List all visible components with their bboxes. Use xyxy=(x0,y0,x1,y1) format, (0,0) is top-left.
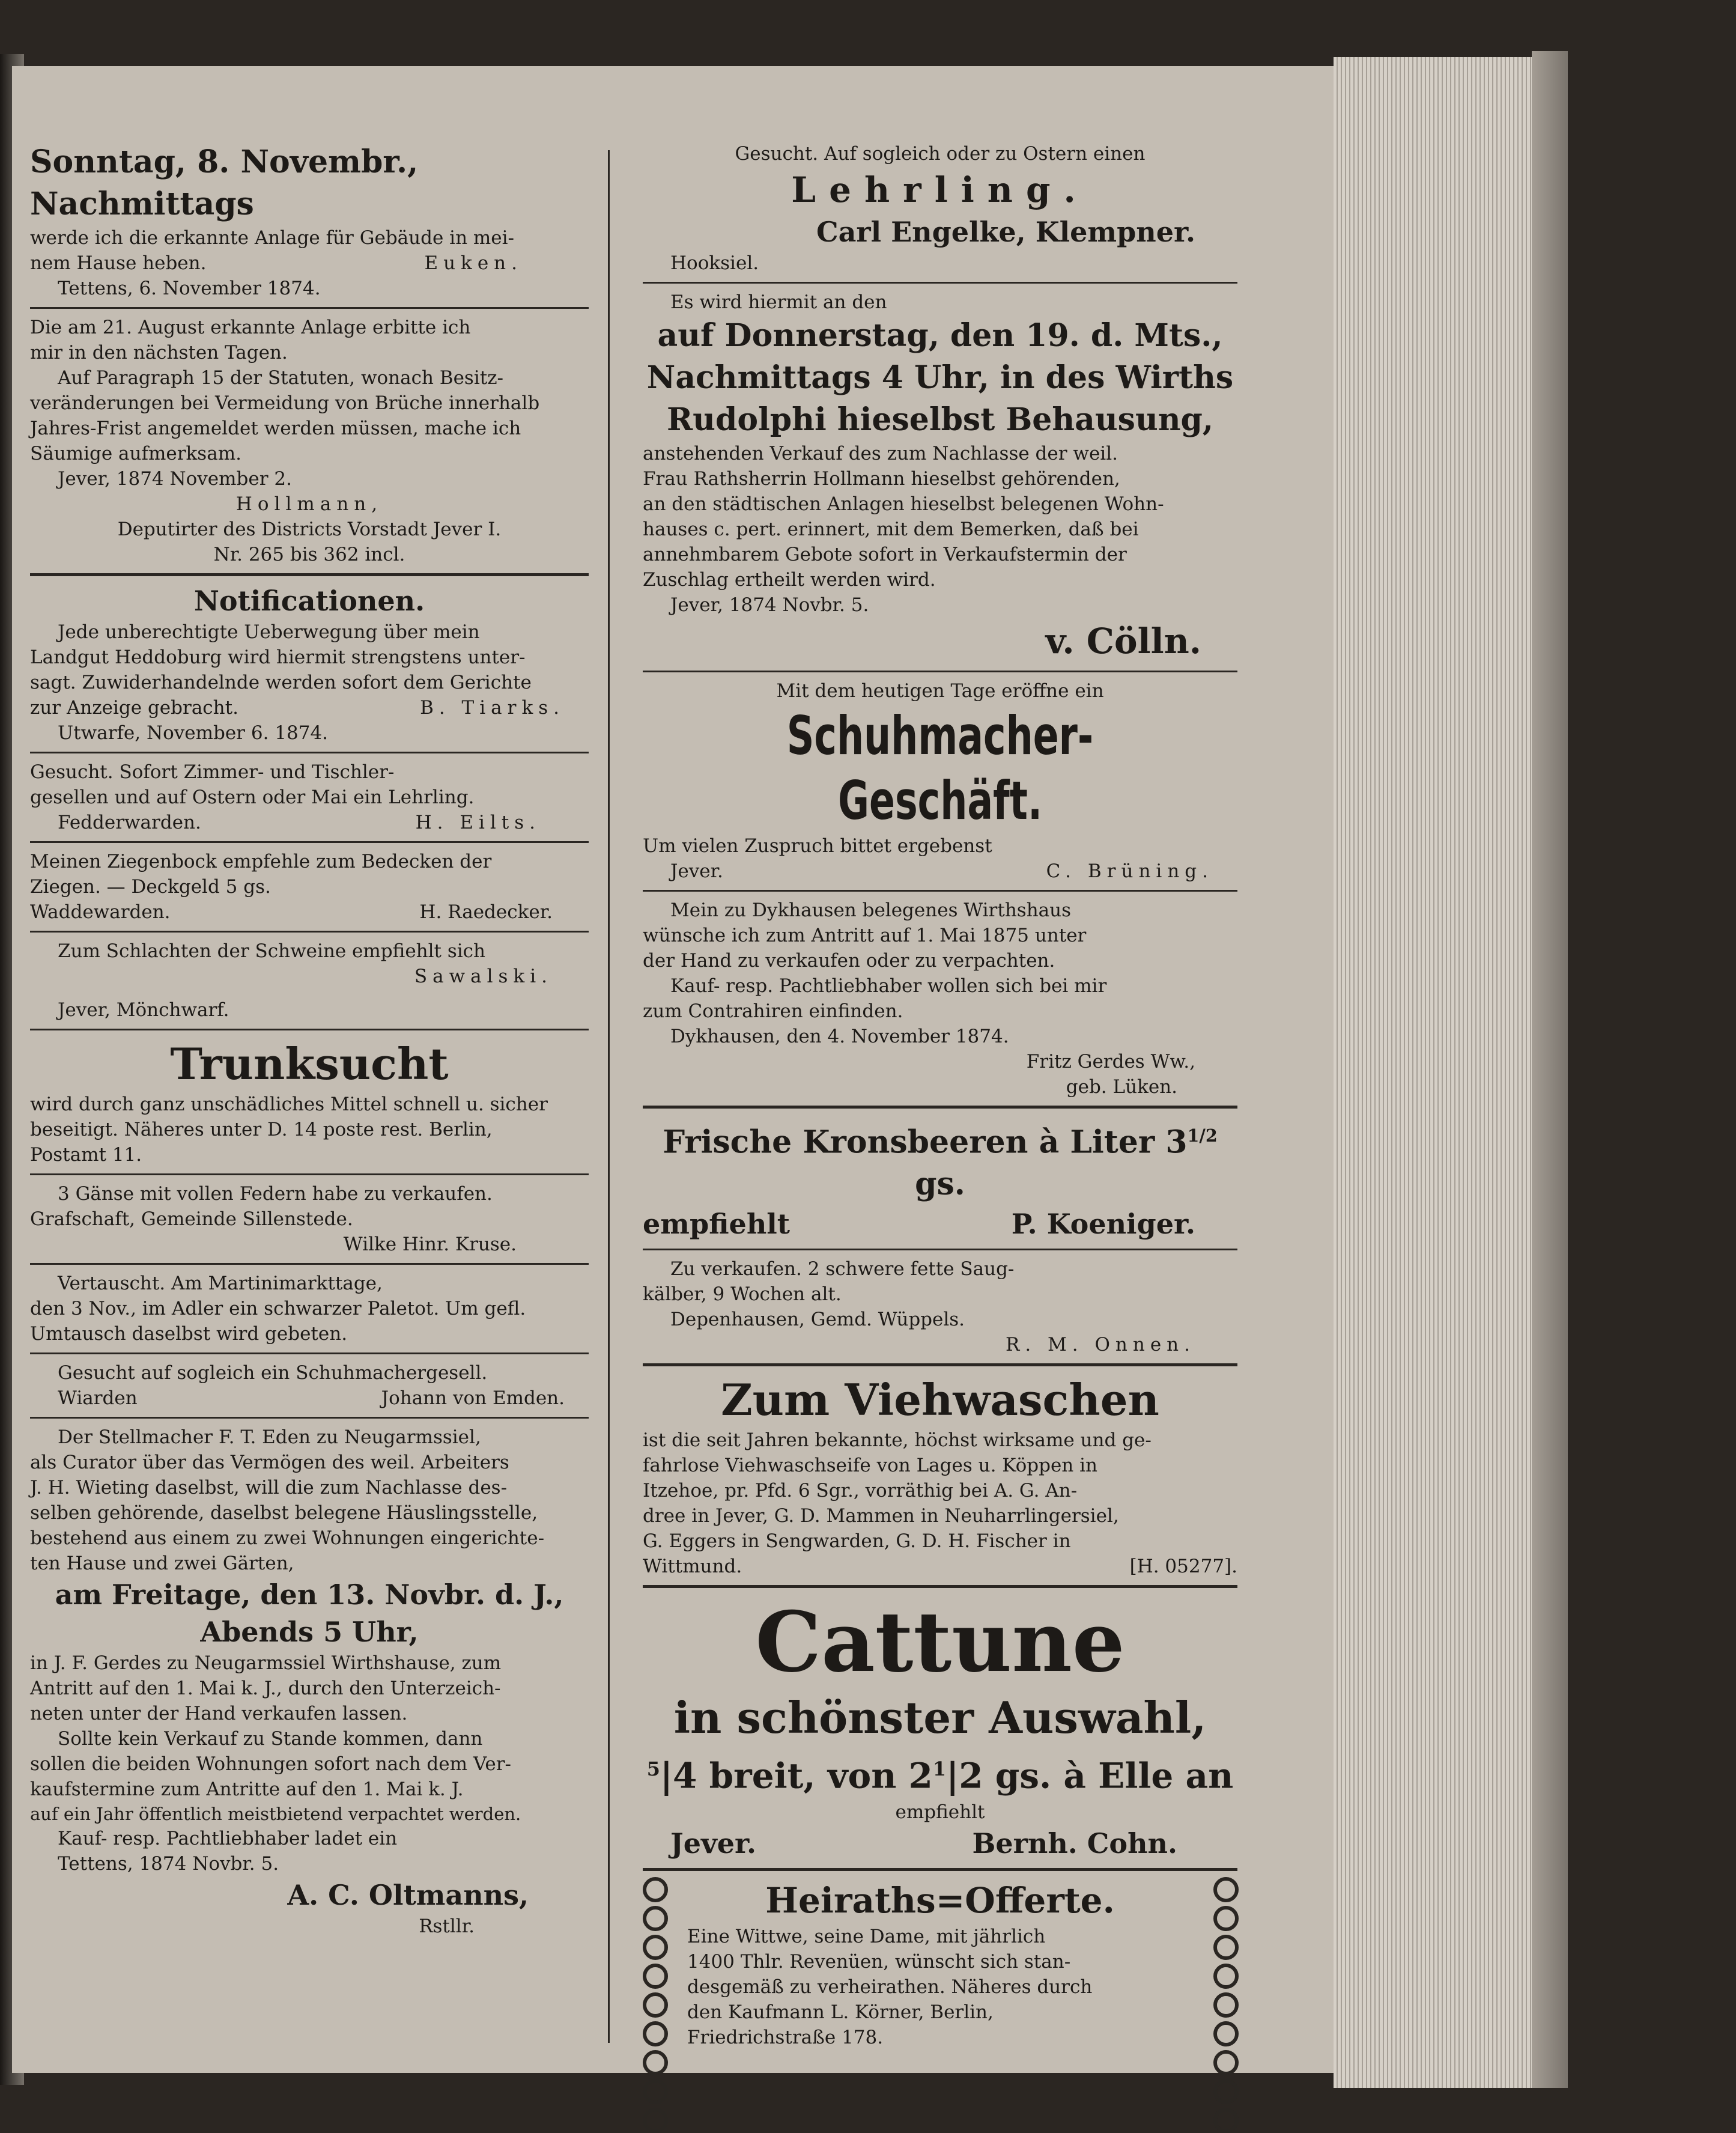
ad-text: fahrlose Viehwaschseife von Lages u. Köppen in xyxy=(643,1455,1098,1477)
ad-text: Kauf- resp. Pachtliebhaber ladet ein xyxy=(58,1828,398,1849)
ad-text: Eine Wittwe, seine Dame, mit jährlich xyxy=(687,1925,1046,1947)
ad-text: Rstllr. xyxy=(419,1915,475,1937)
ad-signature: Wilke Hinr. Kruse. xyxy=(343,1234,517,1255)
ad-headline: auf Donnerstag, den 19. d. Mts., xyxy=(657,317,1223,354)
ad-text-row xyxy=(643,859,1237,884)
ad-text: geb. Lüken. xyxy=(1066,1076,1177,1098)
ad-headline: Heiraths=Offerte. xyxy=(765,1879,1115,1921)
ad-text: zum Contrahiren einfinden. xyxy=(643,1000,903,1022)
fraction-half: 1/2 xyxy=(1187,1125,1218,1146)
ornamental-border-right xyxy=(1213,1877,1237,2133)
ad-divider xyxy=(643,1363,1237,1366)
ad-divider xyxy=(643,671,1237,672)
ad-signature: v. Cölln. xyxy=(1045,621,1201,662)
ad-heiraths-offerte xyxy=(643,1877,1237,2050)
ad-hollmann xyxy=(30,315,589,567)
ad-headline: Abends 5 Uhr, xyxy=(200,1616,419,1648)
ad-place: Hooksiel. xyxy=(670,252,759,274)
ad-text: hauses c. pert. erinnert, mit dem Bemerken, daß bei xyxy=(643,519,1139,540)
ad-schuhmachergesell xyxy=(30,1360,589,1411)
ad-text: beseitigt. Näheres unter D. 14 poste rest. Berlin, xyxy=(30,1119,493,1140)
ad-text: Es wird hiermit an den xyxy=(670,291,887,313)
ad-text: Gesucht. Sofort Zimmer- und Tischler- xyxy=(30,761,395,783)
ad-text: dree in Jever, G. D. Mammen in Neuharrlingersiel, xyxy=(643,1505,1119,1527)
ad-signature: B. Tiarks. xyxy=(420,697,565,719)
ad-text: Um vielen Zuspruch bittet ergebenst xyxy=(643,835,992,857)
fraction-numerator: 1 xyxy=(932,1757,947,1781)
ad-text: Jede unberechtigte Ueberwegung über mein xyxy=(58,621,480,643)
ad-text: Deputirter des Districts Vorstadt Jever I. xyxy=(117,519,502,540)
ad-text: sagt. Zuwiderhandelnde werden sofort dem Gerichte xyxy=(30,672,532,693)
ad-dateline: Jever, 1874 November 2. xyxy=(58,468,292,490)
ad-headline: Nachmittags 4 Uhr, in des Wirths xyxy=(646,359,1234,396)
ad-text: kaufstermine zum Antritte auf den 1. Mai k. J. xyxy=(30,1779,464,1800)
ad-saugkaelber xyxy=(643,1256,1237,1357)
ad-text-row xyxy=(30,899,589,925)
ad-signature: Johann von Emden. xyxy=(381,1387,565,1409)
ad-divider xyxy=(643,1249,1237,1250)
ad-ziegenbock xyxy=(30,849,589,925)
ad-place: Wittmund. xyxy=(643,1556,742,1578)
ad-text: 3 Gänse mit vollen Federn habe zu verkaufen. xyxy=(58,1183,493,1205)
ad-divider xyxy=(643,890,1237,892)
book-fore-edge xyxy=(1334,57,1532,2088)
ad-text: Die am 21. August erkannte Anlage erbitte ich xyxy=(30,317,471,338)
ad-text: Mein zu Dykhausen belegenes Wirthshaus xyxy=(670,899,1072,921)
ad-text: Gesucht auf sogleich ein Schuhmachergesell. xyxy=(58,1362,488,1384)
ad-text: Säumige aufmerksam. xyxy=(30,443,241,464)
ad-divider xyxy=(30,307,589,309)
ad-signature: A. C. Oltmanns, xyxy=(287,1879,529,1911)
ad-headline: Sonntag, 8. Novembr., Nachmittags xyxy=(30,144,419,222)
ad-text: selben gehörende, daselbst belegene Häuslingsstelle, xyxy=(30,1502,538,1524)
ad-text: Frau Rathsherrin Hollmann hieselbst gehörenden, xyxy=(643,468,1120,490)
ad-signature: Carl Engelke, Klempner. xyxy=(816,216,1195,248)
ad-text-row xyxy=(643,1554,1237,1579)
right-column xyxy=(643,141,1237,2052)
ad-text: Postamt 11. xyxy=(30,1144,142,1166)
ad-headline-text: Frische Kronsbeeren à Liter 3 xyxy=(663,1124,1188,1161)
ad-gesucht-zimmer xyxy=(30,759,589,835)
ad-reference: [H. 05277]. xyxy=(1129,1556,1237,1578)
ad-divider xyxy=(30,931,589,933)
ad-divider xyxy=(30,1417,589,1419)
left-column xyxy=(30,141,589,2052)
ad-text-row xyxy=(30,1386,589,1411)
ad-headline: Cattune xyxy=(755,1593,1125,1691)
ad-signature: H. Raedecker. xyxy=(419,901,553,923)
ad-text: neten unter der Hand verkaufen lassen. xyxy=(30,1703,408,1724)
ad-signature: Hollmann, xyxy=(235,493,383,515)
ad-divider xyxy=(643,1868,1237,1871)
ad-text: Zu verkaufen. 2 schwere fette Saug- xyxy=(670,1258,1015,1280)
column-rule xyxy=(608,150,610,2043)
ad-trunksucht xyxy=(30,1036,589,1167)
ad-place: Jever. xyxy=(670,860,723,882)
ad-text: auf ein Jahr öffentlich meistbietend verpachtet werden. xyxy=(30,1804,521,1824)
ad-verkauf-hollmann xyxy=(643,290,1237,665)
ad-dateline: Tettens, 1874 Novbr. 5. xyxy=(58,1853,279,1875)
ad-text: Friedrichstraße 178. xyxy=(687,2026,884,2048)
ad-dateline: Dykhausen, den 4. November 1874. xyxy=(670,1026,1009,1047)
ad-wirthshaus-dykhausen xyxy=(643,898,1237,1100)
ad-text: Landgut Heddoburg wird hiermit strengstens unter- xyxy=(30,647,526,668)
ad-kronsbeeren xyxy=(643,1115,1237,1243)
fraction-denominator: 4 xyxy=(673,1755,697,1797)
ad-subheadline-text: gs. à Elle an xyxy=(983,1755,1234,1797)
ad-text: gesellen und auf Ostern oder Mai ein Lehrling. xyxy=(30,787,475,808)
ad-place: Waddewarden. xyxy=(30,901,171,923)
ad-divider xyxy=(30,1263,589,1265)
ad-dateline: Tettens, 6. November 1874. xyxy=(58,278,321,299)
ad-lehrling xyxy=(643,141,1237,276)
ad-text-row xyxy=(30,695,589,720)
ad-headline: Zum Viehwaschen xyxy=(721,1374,1159,1426)
ad-signature: H. Eilts. xyxy=(415,812,541,833)
ad-signature: C. Brüning. xyxy=(1046,860,1213,882)
ad-text: J. H. Wieting daselbst, will die zum Nachlasse des- xyxy=(30,1477,508,1499)
ad-text: wird durch ganz unschädliches Mittel schnell u. sicher xyxy=(30,1094,548,1115)
ad-text: ist die seit Jahren bekannte, höchst wirksame und ge- xyxy=(643,1429,1152,1452)
ad-divider xyxy=(30,752,589,753)
ad-text: Meinen Ziegenbock empfehle zum Bedecken der xyxy=(30,851,492,872)
ad-text: Vertauscht. Am Martinimarkttage, xyxy=(58,1273,383,1294)
ad-text: Ziegen. — Deckgeld 5 gs. xyxy=(30,876,271,898)
ad-signature: Fritz Gerdes Ww., xyxy=(1026,1051,1195,1073)
ad-headline-unit: gs. xyxy=(915,1166,965,1203)
ad-text: in J. F. Gerdes zu Neugarmssiel Wirthshause, zum xyxy=(30,1652,502,1674)
ad-divider xyxy=(30,573,589,576)
ad-anlage-tettens xyxy=(30,141,589,301)
ad-cattune xyxy=(643,1594,1237,1861)
ad-vertauscht xyxy=(30,1271,589,1346)
ad-signature: P. Koeniger. xyxy=(1011,1208,1195,1241)
ornamental-border-left xyxy=(643,1877,667,2133)
ad-text: Kauf- resp. Pachtliebhaber wollen sich bei mir xyxy=(670,975,1107,997)
ad-headline: Rudolphi hieselbst Behausung, xyxy=(666,401,1214,438)
ad-headline: Trunksucht xyxy=(170,1038,449,1089)
ad-viehwaschen xyxy=(643,1372,1237,1579)
ad-text: Umtausch daselbst wird gebeten. xyxy=(30,1323,348,1345)
ad-text: Zuschlag ertheilt werden wird. xyxy=(643,569,936,591)
ad-text: Gesucht. Auf sogleich oder zu Ostern einen xyxy=(735,143,1146,165)
ad-signature: Sawalski. xyxy=(414,966,553,987)
ad-signature: R. M. Onnen. xyxy=(1005,1334,1195,1356)
ad-dateline: Jever, 1874 Novbr. 5. xyxy=(670,594,869,616)
ad-text: Itzehoe, pr. Pfd. 6 Sgr., vorräthig bei A. G. An- xyxy=(643,1480,1078,1502)
ad-text: empfiehlt xyxy=(643,1208,790,1241)
ad-text: empfiehlt xyxy=(895,1801,985,1823)
ad-text: Zum Schlachten der Schweine empfiehlt sich xyxy=(58,940,486,962)
ad-dateline: Utwarfe, November 6. 1874. xyxy=(58,722,329,744)
ad-text: Jahres-Frist angemeldet werden müssen, mache ich xyxy=(30,418,521,439)
ad-text: 1400 Thlr. Revenüen, wünscht sich stan- xyxy=(687,1950,1071,1973)
ad-subheadline-text: breit, von 2 xyxy=(697,1755,933,1797)
ad-divider xyxy=(30,1173,589,1175)
ad-text: werde ich die erkannte Anlage für Gebäude in mei- xyxy=(30,227,515,249)
ad-text: Der Stellmacher F. T. Eden zu Neugarmssiel, xyxy=(58,1426,481,1448)
ad-text: veränderungen bei Vermeidung von Brüche innerhalb xyxy=(30,392,540,414)
ad-text: G. Eggers in Sengwarden, G. D. H. Fischer in xyxy=(643,1530,1071,1553)
ad-text: kälber, 9 Wochen alt. xyxy=(643,1283,842,1306)
ad-text: Auf Paragraph 15 der Statuten, wonach Besitz- xyxy=(58,367,504,389)
ad-notificationen xyxy=(30,582,589,746)
ad-text: den 3 Nov., im Adler ein schwarzer Paletot. Um gefl. xyxy=(30,1298,526,1319)
ad-text-row xyxy=(30,810,589,835)
ad-text: Nr. 265 bis 362 incl. xyxy=(213,544,405,565)
ad-text: wünsche ich zum Antritt auf 1. Mai 1875 unter xyxy=(643,925,1087,946)
ad-text: Mit dem heutigen Tage eröffne ein xyxy=(776,680,1104,702)
ad-text-row xyxy=(643,1205,1237,1243)
ad-gaense xyxy=(30,1181,589,1257)
ad-haeuslingsstelle xyxy=(30,1425,589,1939)
ad-place: Jever. xyxy=(670,1827,757,1860)
ad-signature: Bernh. Cohn. xyxy=(972,1827,1177,1860)
book-cover-edge xyxy=(1532,51,1568,2088)
ad-text: an den städtischen Anlagen hieselbst belegenen Wohn- xyxy=(643,493,1164,515)
ad-text: bestehend aus einem zu zwei Wohnungen eingerichte- xyxy=(30,1527,545,1549)
ad-text-row xyxy=(30,251,589,276)
fraction-denominator: 2 xyxy=(959,1755,983,1797)
ad-headline: Schuhmacher-Geschäft. xyxy=(786,705,1094,832)
ad-signature: Euken. xyxy=(424,252,523,274)
ad-text: Grafschaft, Gemeinde Sillenstede. xyxy=(30,1208,353,1230)
ad-text: nem Hause heben. xyxy=(30,252,207,274)
ad-schuhmacher-geschaeft xyxy=(643,678,1237,884)
ad-text: Antritt auf den 1. Mai k. J., durch den Unterzeich- xyxy=(30,1678,501,1699)
ad-place: Fedderwarden. xyxy=(58,812,201,833)
fraction-numerator: 5 xyxy=(646,1757,660,1781)
ad-text: der Hand zu verkaufen oder zu verpachten. xyxy=(643,950,1055,972)
ad-place: Wiarden xyxy=(58,1387,138,1409)
ad-text-row xyxy=(643,1825,1237,1862)
ad-divider xyxy=(643,1106,1237,1109)
ad-divider xyxy=(643,1585,1237,1588)
ad-headline: Lehrling. xyxy=(791,169,1089,210)
ad-headline: am Freitage, den 13. Novbr. d. J., xyxy=(55,1578,564,1611)
ad-text: desgemäß zu verheirathen. Näheres durch xyxy=(687,1976,1093,1998)
ad-text: sollen die beiden Wohnungen sofort nach dem Ver- xyxy=(30,1753,512,1775)
ad-divider xyxy=(30,841,589,843)
ad-divider xyxy=(30,1353,589,1354)
ad-subheadline: $^5$|4 breit, von $2^1|2$ gs. à Elle an xyxy=(646,1755,1234,1797)
ad-divider xyxy=(30,1029,589,1030)
ad-headline: Notificationen. xyxy=(193,585,425,617)
ad-text: mir in den nächsten Tagen. xyxy=(30,342,288,364)
ad-text: als Curator über das Vermögen des weil. Arbeiters xyxy=(30,1452,509,1473)
ad-text: ten Hause und zwei Gärten, xyxy=(30,1553,294,1574)
ad-text: anstehenden Verkauf des zum Nachlasse der weil. xyxy=(643,443,1118,464)
ad-schlachten xyxy=(30,939,589,1023)
ad-divider xyxy=(643,282,1237,284)
ad-text: annehmbarem Gebote sofort in Verkaufstermin der xyxy=(643,544,1127,565)
ad-text: zur Anzeige gebracht. xyxy=(30,697,238,719)
ad-subheadline: in schönster Auswahl, xyxy=(673,1692,1207,1744)
ad-text: Sollte kein Verkauf zu Stande kommen, dann xyxy=(58,1728,483,1750)
ad-headline xyxy=(643,1115,1237,1205)
ad-place: Jever, Mönchwarf. xyxy=(58,999,229,1021)
ad-text: Depenhausen, Gemd. Wüppels. xyxy=(670,1309,965,1331)
ad-text: den Kaufmann L. Körner, Berlin, xyxy=(687,2001,994,2023)
